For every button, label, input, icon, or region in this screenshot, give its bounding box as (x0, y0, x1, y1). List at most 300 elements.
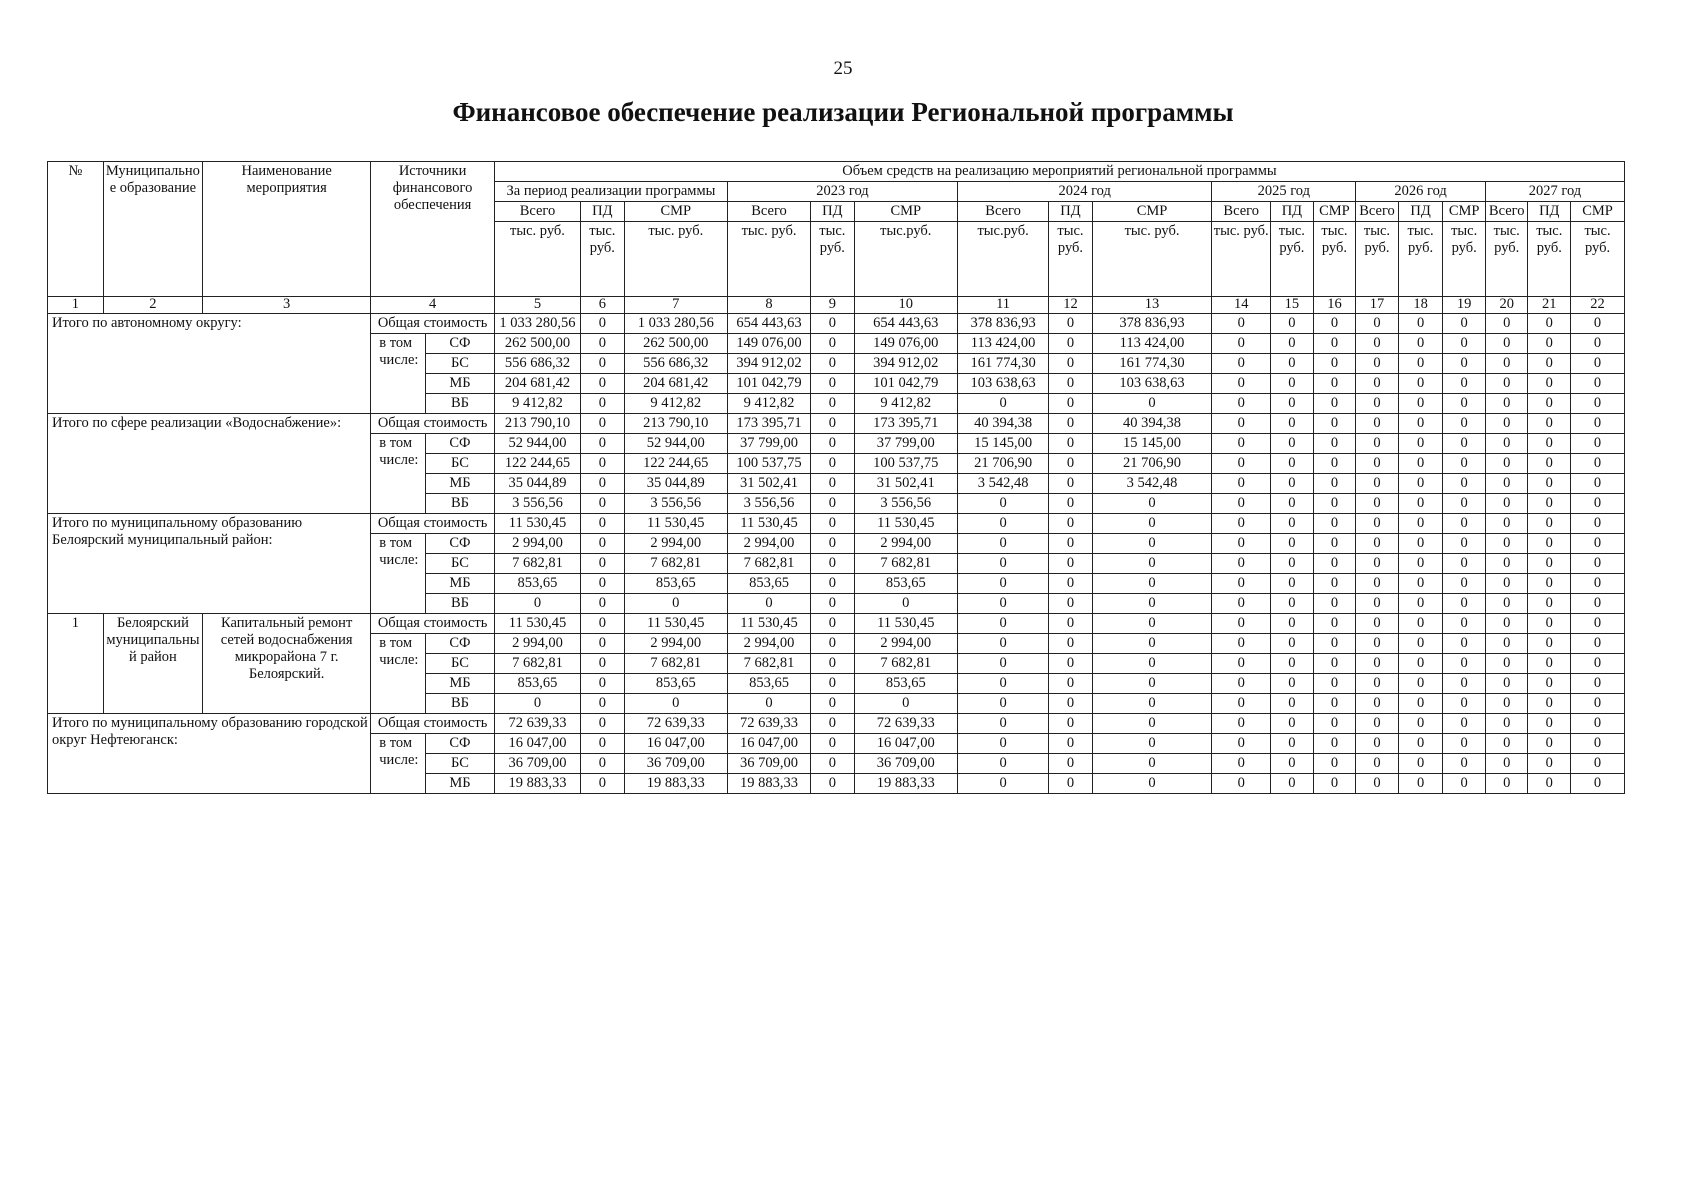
value-cell: 0 (1528, 654, 1571, 674)
value-cell: 0 (1398, 634, 1443, 654)
value-cell: 113 424,00 (1092, 334, 1212, 354)
value-cell: 0 (581, 594, 625, 614)
value-cell: 7 682,81 (727, 554, 810, 574)
value-cell: 16 047,00 (727, 734, 810, 754)
value-cell: 0 (1049, 434, 1093, 454)
value-cell: 0 (1571, 334, 1625, 354)
value-cell: 0 (1212, 534, 1271, 554)
value-cell: 0 (1092, 674, 1212, 694)
value-cell: 0 (1271, 694, 1314, 714)
value-cell: 0 (1443, 594, 1486, 614)
value-cell: 0 (1485, 614, 1528, 634)
source-total: Общая стоимость (371, 714, 495, 734)
value-cell: 0 (1271, 374, 1314, 394)
value-cell: 0 (957, 394, 1048, 414)
column-number: 5 (494, 297, 580, 314)
value-cell: 0 (1398, 754, 1443, 774)
header-subcol: Всего (1212, 202, 1271, 222)
value-cell: 11 530,45 (854, 514, 957, 534)
value-cell: 0 (581, 734, 625, 754)
column-number: 1 (48, 297, 104, 314)
value-cell: 72 639,33 (854, 714, 957, 734)
value-cell: 0 (1092, 694, 1212, 714)
value-cell: 0 (1528, 474, 1571, 494)
header-unit: тыс. руб. (1092, 222, 1212, 297)
value-cell: 0 (1443, 334, 1486, 354)
value-cell: 0 (1271, 414, 1314, 434)
value-cell: 0 (1313, 454, 1356, 474)
value-cell: 36 709,00 (624, 754, 727, 774)
value-cell: 3 542,48 (957, 474, 1048, 494)
value-cell: 0 (1049, 454, 1093, 474)
value-cell: 0 (1212, 594, 1271, 614)
header-unit: тыс. руб. (1212, 222, 1271, 297)
header-unit: тыс. руб. (581, 222, 625, 297)
value-cell: 0 (1356, 734, 1399, 754)
value-cell: 0 (1443, 634, 1486, 654)
value-cell: 0 (624, 594, 727, 614)
value-cell: 9 412,82 (727, 394, 810, 414)
item-activity: Капитальный ремонт сетей водоснабжения микрорайона 7 г. Белоярский. (203, 614, 371, 714)
value-cell: 0 (581, 474, 625, 494)
source-including: в том числе: (371, 534, 426, 614)
column-number: 20 (1485, 297, 1528, 314)
value-cell: 21 706,90 (957, 454, 1048, 474)
value-cell: 213 790,10 (624, 414, 727, 434)
value-cell: 0 (1356, 494, 1399, 514)
header-unit: тыс. руб. (1443, 222, 1486, 297)
value-cell: 0 (1356, 334, 1399, 354)
value-cell: 0 (1313, 734, 1356, 754)
value-cell: 0 (1528, 634, 1571, 654)
value-cell: 2 994,00 (854, 634, 957, 654)
value-cell: 213 790,10 (494, 414, 580, 434)
value-cell: 0 (1356, 414, 1399, 434)
table-row (48, 414, 1625, 434)
value-cell: 0 (1528, 734, 1571, 754)
value-cell: 0 (727, 594, 810, 614)
value-cell: 0 (1212, 634, 1271, 654)
value-cell: 7 682,81 (624, 554, 727, 574)
value-cell: 0 (1092, 614, 1212, 634)
column-number: 18 (1398, 297, 1443, 314)
value-cell: 7 682,81 (494, 554, 580, 574)
source-including: в том числе: (371, 734, 426, 794)
source-code: БС (425, 454, 494, 474)
header-unit: тыс. руб. (1271, 222, 1314, 297)
value-cell: 0 (1571, 494, 1625, 514)
value-cell: 0 (581, 354, 625, 374)
value-cell: 0 (1049, 514, 1093, 534)
value-cell: 0 (581, 374, 625, 394)
value-cell: 0 (811, 734, 855, 754)
column-number: 10 (854, 297, 957, 314)
value-cell: 378 836,93 (957, 314, 1048, 334)
value-cell: 0 (581, 574, 625, 594)
source-total: Общая стоимость (371, 414, 495, 434)
value-cell: 2 994,00 (624, 534, 727, 554)
value-cell: 0 (1271, 654, 1314, 674)
value-cell: 0 (1049, 374, 1093, 394)
value-cell: 11 530,45 (624, 614, 727, 634)
value-cell: 0 (1571, 674, 1625, 694)
value-cell: 0 (957, 654, 1048, 674)
value-cell: 0 (1398, 534, 1443, 554)
value-cell: 0 (1049, 394, 1093, 414)
value-cell: 0 (1271, 334, 1314, 354)
value-cell: 0 (581, 514, 625, 534)
value-cell: 15 145,00 (957, 434, 1048, 454)
value-cell: 0 (811, 594, 855, 614)
source-including: в том числе: (371, 434, 426, 514)
value-cell: 0 (581, 754, 625, 774)
value-cell: 0 (1313, 714, 1356, 734)
source-code: МБ (425, 474, 494, 494)
value-cell: 31 502,41 (727, 474, 810, 494)
value-cell: 72 639,33 (494, 714, 580, 734)
value-cell: 0 (1398, 594, 1443, 614)
value-cell: 262 500,00 (494, 334, 580, 354)
group-label: Итого по муниципальному образованию городской округ Нефтеюганск: (48, 714, 371, 794)
value-cell: 0 (1356, 514, 1399, 534)
value-cell: 0 (1571, 414, 1625, 434)
value-cell: 0 (854, 594, 957, 614)
value-cell: 0 (957, 554, 1048, 574)
table-row (48, 514, 1625, 534)
header-unit: тыс.руб. (957, 222, 1048, 297)
column-number: 2 (103, 297, 202, 314)
value-cell: 0 (727, 694, 810, 714)
value-cell: 0 (581, 494, 625, 514)
value-cell: 0 (811, 374, 855, 394)
column-number: 9 (811, 297, 855, 314)
value-cell: 11 530,45 (854, 614, 957, 634)
value-cell: 0 (1271, 474, 1314, 494)
value-cell: 0 (1271, 714, 1314, 734)
value-cell: 0 (1313, 774, 1356, 794)
value-cell: 0 (811, 694, 855, 714)
value-cell: 0 (1485, 734, 1528, 754)
value-cell: 3 542,48 (1092, 474, 1212, 494)
value-cell: 0 (1528, 314, 1571, 334)
source-total: Общая стоимость (371, 314, 495, 334)
value-cell: 0 (1271, 754, 1314, 774)
header-period: 2025 год (1212, 182, 1356, 202)
header-period: 2024 год (957, 182, 1211, 202)
value-cell: 0 (1398, 674, 1443, 694)
header-subcol: ПД (1528, 202, 1571, 222)
value-cell: 0 (1398, 654, 1443, 674)
value-cell: 3 556,56 (494, 494, 580, 514)
value-cell: 0 (1049, 494, 1093, 514)
value-cell: 0 (1398, 494, 1443, 514)
value-cell: 0 (1212, 714, 1271, 734)
value-cell: 0 (1398, 614, 1443, 634)
value-cell: 52 944,00 (494, 434, 580, 454)
value-cell: 0 (581, 454, 625, 474)
value-cell: 113 424,00 (957, 334, 1048, 354)
value-cell: 204 681,42 (494, 374, 580, 394)
value-cell: 0 (1528, 354, 1571, 374)
page-title: Финансовое обеспечение реализации Региональной программы (452, 97, 1234, 127)
value-cell: 0 (1212, 394, 1271, 414)
column-number: 22 (1571, 297, 1625, 314)
header-subcol: ПД (1271, 202, 1314, 222)
value-cell: 0 (1356, 654, 1399, 674)
value-cell: 0 (1443, 374, 1486, 394)
value-cell: 0 (1049, 734, 1093, 754)
value-cell: 0 (581, 434, 625, 454)
value-cell: 0 (1485, 334, 1528, 354)
value-cell: 9 412,82 (854, 394, 957, 414)
value-cell: 0 (1398, 374, 1443, 394)
value-cell: 0 (854, 694, 957, 714)
header-unit: тыс.руб. (854, 222, 957, 297)
value-cell: 0 (1485, 694, 1528, 714)
value-cell: 149 076,00 (727, 334, 810, 354)
source-code: МБ (425, 374, 494, 394)
value-cell: 0 (581, 394, 625, 414)
value-cell: 0 (1212, 374, 1271, 394)
value-cell: 0 (1571, 454, 1625, 474)
value-cell: 0 (1571, 434, 1625, 454)
value-cell: 0 (957, 714, 1048, 734)
value-cell: 0 (957, 634, 1048, 654)
value-cell: 0 (1528, 494, 1571, 514)
value-cell: 0 (1271, 314, 1314, 334)
value-cell: 0 (1485, 314, 1528, 334)
value-cell: 0 (957, 774, 1048, 794)
column-number: 17 (1356, 297, 1399, 314)
value-cell: 0 (1356, 774, 1399, 794)
source-total: Общая стоимость (371, 514, 495, 534)
value-cell: 36 709,00 (494, 754, 580, 774)
value-cell: 0 (1271, 354, 1314, 374)
header-period: 2026 год (1356, 182, 1486, 202)
source-code: МБ (425, 674, 494, 694)
value-cell: 0 (1049, 654, 1093, 674)
value-cell: 0 (1443, 654, 1486, 674)
value-cell: 0 (1485, 534, 1528, 554)
value-cell: 1 033 280,56 (494, 314, 580, 334)
value-cell: 0 (1092, 594, 1212, 614)
value-cell: 0 (1485, 494, 1528, 514)
value-cell: 853,65 (624, 674, 727, 694)
header-unit: тыс. руб. (624, 222, 727, 297)
value-cell: 0 (1571, 314, 1625, 334)
value-cell: 0 (1398, 574, 1443, 594)
value-cell: 0 (1443, 394, 1486, 414)
value-cell: 0 (1049, 474, 1093, 494)
header-subcol: Всего (1485, 202, 1528, 222)
value-cell: 0 (1092, 494, 1212, 514)
value-cell: 0 (1313, 634, 1356, 654)
value-cell: 0 (1528, 614, 1571, 634)
value-cell: 0 (1212, 474, 1271, 494)
value-cell: 7 682,81 (727, 654, 810, 674)
financing-table (47, 161, 1625, 794)
value-cell: 204 681,42 (624, 374, 727, 394)
value-cell: 0 (1092, 734, 1212, 754)
value-cell: 0 (811, 774, 855, 794)
value-cell: 0 (811, 554, 855, 574)
value-cell: 0 (1528, 574, 1571, 594)
value-cell: 0 (1049, 314, 1093, 334)
value-cell: 0 (1443, 714, 1486, 734)
value-cell: 0 (1092, 654, 1212, 674)
value-cell: 0 (1271, 554, 1314, 574)
header-row-numbers (48, 297, 1625, 314)
value-cell: 0 (581, 694, 625, 714)
value-cell: 0 (1271, 594, 1314, 614)
value-cell: 0 (1313, 554, 1356, 574)
value-cell: 0 (1443, 694, 1486, 714)
value-cell: 0 (1571, 734, 1625, 754)
value-cell: 0 (1398, 394, 1443, 414)
value-cell: 37 799,00 (727, 434, 810, 454)
value-cell: 0 (1313, 314, 1356, 334)
header-subcol: Всего (494, 202, 580, 222)
group-label: Итого по муниципальному образованию Белоярский муниципальный район: (48, 514, 371, 614)
source-code: МБ (425, 774, 494, 794)
header-unit: тыс. руб. (1571, 222, 1625, 297)
header-unit: тыс. руб. (727, 222, 810, 297)
value-cell: 0 (1271, 434, 1314, 454)
value-cell: 0 (1571, 594, 1625, 614)
value-cell: 35 044,89 (624, 474, 727, 494)
value-cell: 0 (1313, 654, 1356, 674)
value-cell: 0 (1313, 514, 1356, 534)
value-cell: 0 (1049, 774, 1093, 794)
value-cell: 11 530,45 (494, 514, 580, 534)
value-cell: 0 (1271, 734, 1314, 754)
value-cell: 0 (811, 654, 855, 674)
value-cell: 11 530,45 (727, 614, 810, 634)
value-cell: 0 (811, 354, 855, 374)
value-cell: 37 799,00 (854, 434, 957, 454)
value-cell: 0 (811, 534, 855, 554)
value-cell: 0 (581, 334, 625, 354)
value-cell: 0 (1092, 554, 1212, 574)
value-cell: 0 (1092, 714, 1212, 734)
value-cell: 0 (1398, 734, 1443, 754)
value-cell: 0 (1049, 554, 1093, 574)
header-subcol: СМР (624, 202, 727, 222)
value-cell: 0 (1313, 494, 1356, 514)
value-cell: 0 (1398, 434, 1443, 454)
value-cell: 0 (811, 574, 855, 594)
source-code: ВБ (425, 694, 494, 714)
value-cell: 7 682,81 (494, 654, 580, 674)
value-cell: 19 883,33 (727, 774, 810, 794)
value-cell: 0 (1443, 314, 1486, 334)
value-cell: 0 (1356, 314, 1399, 334)
header-subcol: Всего (727, 202, 810, 222)
header-subcol: СМР (854, 202, 957, 222)
header-volume: Объем средств на реализацию мероприятий региональной программы (494, 162, 1624, 182)
value-cell: 0 (1049, 674, 1093, 694)
value-cell: 0 (1313, 574, 1356, 594)
value-cell: 2 994,00 (494, 634, 580, 654)
value-cell: 0 (1271, 534, 1314, 554)
header-subcol: ПД (811, 202, 855, 222)
value-cell: 0 (1212, 754, 1271, 774)
value-cell: 35 044,89 (494, 474, 580, 494)
value-cell: 0 (1092, 534, 1212, 554)
value-cell: 0 (1485, 674, 1528, 694)
value-cell: 0 (1398, 514, 1443, 534)
value-cell: 0 (957, 754, 1048, 774)
value-cell: 0 (1398, 454, 1443, 474)
value-cell: 2 994,00 (854, 534, 957, 554)
value-cell: 0 (1212, 774, 1271, 794)
value-cell: 0 (1485, 554, 1528, 574)
header-unit: тыс. руб. (1485, 222, 1528, 297)
value-cell: 40 394,38 (1092, 414, 1212, 434)
value-cell: 19 883,33 (494, 774, 580, 794)
value-cell: 0 (1443, 474, 1486, 494)
value-cell: 0 (1528, 534, 1571, 554)
value-cell: 0 (1398, 774, 1443, 794)
value-cell: 0 (494, 594, 580, 614)
value-cell: 0 (1398, 554, 1443, 574)
value-cell: 853,65 (727, 674, 810, 694)
value-cell: 11 530,45 (727, 514, 810, 534)
value-cell: 262 500,00 (624, 334, 727, 354)
value-cell: 0 (811, 414, 855, 434)
value-cell: 0 (1485, 454, 1528, 474)
value-cell: 0 (1485, 774, 1528, 794)
column-number: 7 (624, 297, 727, 314)
value-cell: 0 (1049, 694, 1093, 714)
column-number: 3 (203, 297, 371, 314)
header-unit: тыс. руб. (1398, 222, 1443, 297)
value-cell: 0 (1212, 734, 1271, 754)
value-cell: 0 (1356, 374, 1399, 394)
value-cell: 161 774,30 (957, 354, 1048, 374)
value-cell: 0 (1443, 454, 1486, 474)
value-cell: 394 912,02 (727, 354, 810, 374)
header-subcol: Всего (1356, 202, 1399, 222)
value-cell: 103 638,63 (1092, 374, 1212, 394)
column-number: 4 (371, 297, 495, 314)
value-cell: 0 (1212, 494, 1271, 514)
value-cell: 853,65 (854, 574, 957, 594)
header-subcol: ПД (581, 202, 625, 222)
value-cell: 0 (1212, 574, 1271, 594)
value-cell: 0 (1443, 554, 1486, 574)
header-row (48, 162, 1625, 182)
value-cell: 11 530,45 (624, 514, 727, 534)
source-code: ВБ (425, 494, 494, 514)
header-subcol: ПД (1049, 202, 1093, 222)
value-cell: 7 682,81 (854, 554, 957, 574)
value-cell: 19 883,33 (854, 774, 957, 794)
header-period: 2023 год (727, 182, 957, 202)
header-subcol: СМР (1571, 202, 1625, 222)
value-cell: 101 042,79 (727, 374, 810, 394)
value-cell: 101 042,79 (854, 374, 957, 394)
value-cell: 7 682,81 (624, 654, 727, 674)
value-cell: 0 (1398, 354, 1443, 374)
source-including: в том числе: (371, 634, 426, 714)
value-cell: 0 (1313, 354, 1356, 374)
value-cell: 0 (1356, 614, 1399, 634)
source-code: СФ (425, 734, 494, 754)
item-number: 1 (48, 614, 104, 714)
value-cell: 0 (1485, 594, 1528, 614)
value-cell: 0 (1443, 354, 1486, 374)
